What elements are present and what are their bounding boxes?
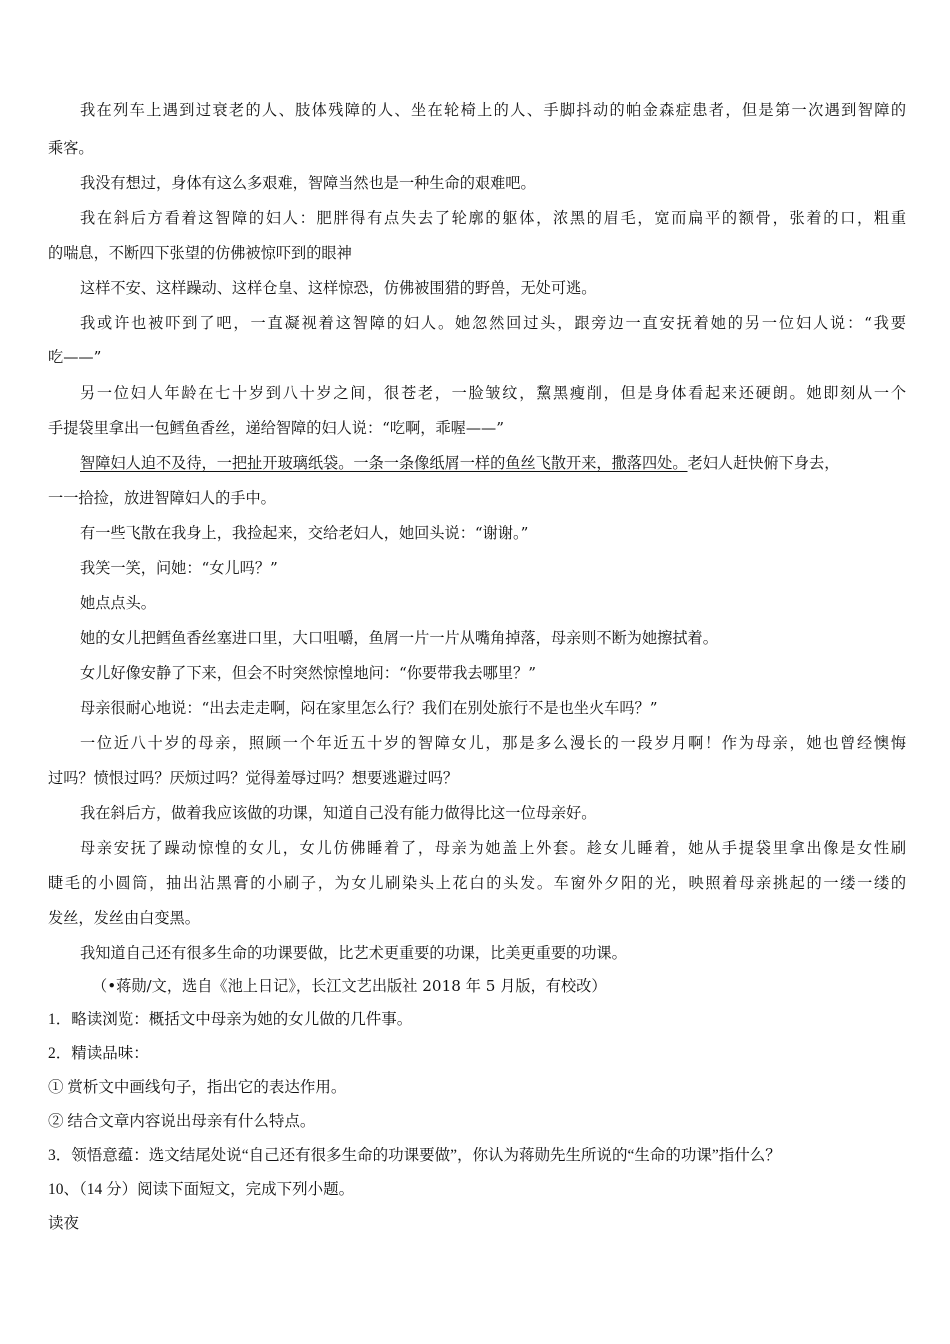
passage-line: 女儿好像安静了下来，但会不时突然惊惶地问：“你要带我去哪里？” xyxy=(80,664,536,682)
question-2-sub-1: ① 赏析文中画线句子，指出它的表达作用。 xyxy=(48,1079,347,1096)
passage-line: 乘客。 xyxy=(48,139,94,157)
passage-line: 发丝，发丝由白变黑。 xyxy=(48,909,200,927)
passage-line: 有一些飞散在我身上，我捡起来，交给老妇人，她回头说：“谢谢。” xyxy=(80,524,529,542)
question-2-sub-2: ② 结合文章内容说出母亲有什么特点。 xyxy=(48,1113,316,1130)
next-passage-title: 读夜 xyxy=(48,1215,80,1232)
passage-line: 我知道自己还有很多生命的功课要做，比艺术更重要的功课，比美更重要的功课。 xyxy=(80,944,627,962)
passage-line: 另一位妇人年龄在七十岁到八十岁之间，很苍老，一脸皱纹，黧黑瘦削，但是身体看起来还硬朗。她即刻从一个 xyxy=(80,384,906,402)
underlined-sentence: 智障妇人迫不及待，一把扯开玻璃纸袋。一条一条像纸屑一样的鱼丝飞散开来，撒落四处。 xyxy=(80,454,688,472)
passage-line: 的喘息，不断四下张望的仿佛被惊吓到的眼神 xyxy=(48,244,352,262)
passage-line: 她点点头。 xyxy=(80,594,156,612)
passage-line: 一位近八十岁的母亲，照顾一个年近五十岁的智障女儿，那是多么漫长的一段岁月啊！作为母亲，她也曾经懊悔 xyxy=(80,734,906,752)
passage-line: 吃——” xyxy=(48,348,102,366)
passage-line: 我没有想过，身体有这么多艰难，智障当然也是一种生命的艰难吧。 xyxy=(80,174,536,192)
question-3: 3．领悟意蕴：选文结尾处说“自己还有很多生命的功课要做”，你认为蒋勋先生所说的“生命的功课”指什么？ xyxy=(48,1147,781,1164)
question-2: 2．精读品味： xyxy=(48,1045,149,1062)
passage-line: 睫毛的小圆筒，抽出沾黑膏的小刷子，为女儿刷染头上花白的头发。车窗外夕阳的光，映照着母亲挑起的一缕一缕的 xyxy=(48,874,906,892)
source-citation: （•蒋勋/文，选自《池上日记》，长江文艺出版社 2018 年 5 月版，有校改） xyxy=(92,977,607,995)
question-1: 1．略读浏览：概括文中母亲为她的女儿做的几件事。 xyxy=(48,1011,413,1028)
passage-line: 一一拾捡，放进智障妇人的手中。 xyxy=(48,489,276,507)
underlined-passage-line xyxy=(80,453,906,473)
passage-line: 我在斜后方看着这智障的妇人：肥胖得有点失去了轮廓的躯体，浓黑的眉毛，宽而扁平的额骨，张着的口，粗重 xyxy=(80,209,906,227)
passage-line: 她的女儿把鳕鱼香丝塞进口里，大口咀嚼，鱼屑一片一片从嘴角掉落，母亲则不断为她擦拭着。 xyxy=(80,629,718,647)
passage-line: 母亲很耐心地说：“出去走走啊，闷在家里怎么行？我们在别处旅行不是也坐火车吗？” xyxy=(80,699,658,717)
passage-line-continuation: 老妇人赶快俯下身去， xyxy=(687,454,840,472)
passage-line: 我笑一笑，问她：“女儿吗？” xyxy=(80,559,278,577)
passage-line: 我或许也被吓到了吧，一直凝视着这智障的妇人。她忽然回过头，跟旁边一直安抚着她的另一位妇人说：“我要 xyxy=(80,314,906,332)
passage-line: 手提袋里拿出一包鳕鱼香丝，递给智障的妇人说：“吃啊，乖喔——” xyxy=(48,419,504,437)
passage-line: 母亲安抚了躁动惊惶的女儿，女儿仿佛睡着了，母亲为她盖上外套。趁女儿睡着，她从手提袋里拿出像是女性刷 xyxy=(80,839,906,857)
passage-line: 这样不安、这样躁动、这样仓皇、这样惊恐，仿佛被围猎的野兽，无处可逃。 xyxy=(80,279,597,297)
passage-line: 过吗？愤恨过吗？厌烦过吗？觉得羞辱过吗？想要逃避过吗？ xyxy=(48,769,459,787)
passage-line: 我在斜后方，做着我应该做的功课，知道自己没有能力做得比这一位母亲好。 xyxy=(80,804,597,822)
passage-line: 我在列车上遇到过衰老的人、肢体残障的人、坐在轮椅上的人、手脚抖动的帕金森症患者，但是第一次遇到智障的 xyxy=(80,101,906,119)
question-10-heading: 10、（14 分）阅读下面短文，完成下列小题。 xyxy=(48,1181,355,1198)
